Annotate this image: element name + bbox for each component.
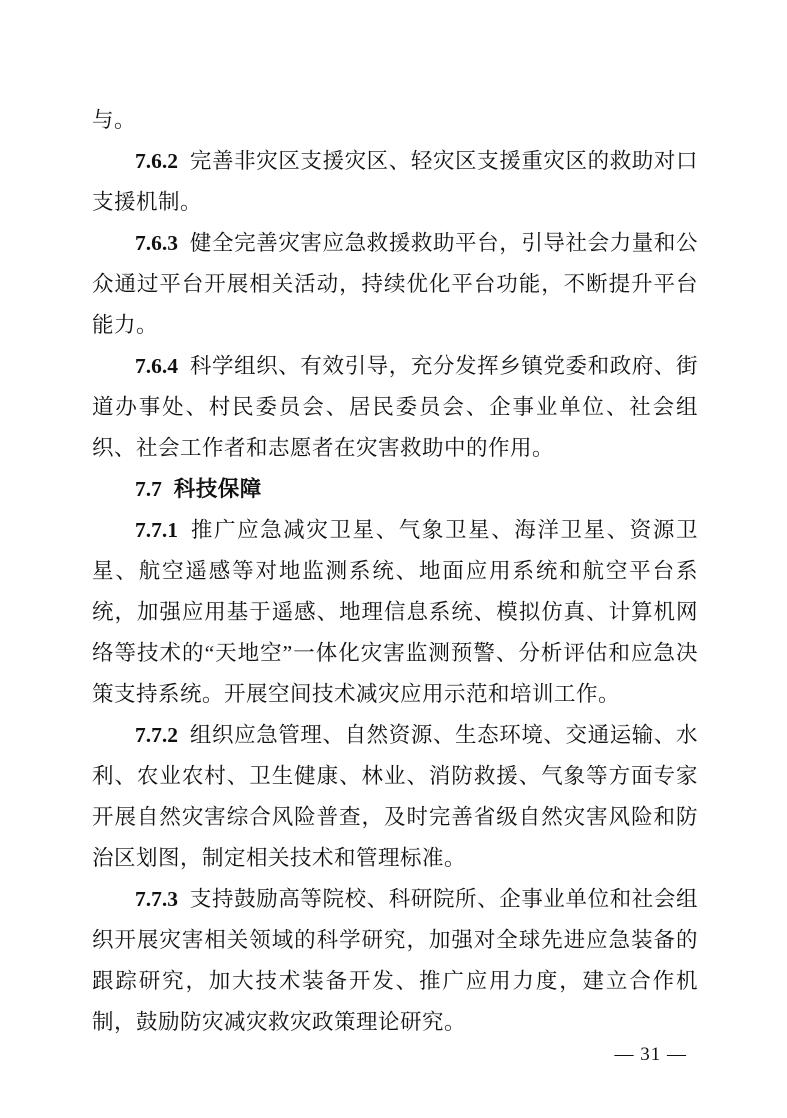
- section-number: 7.7.2: [135, 723, 178, 747]
- paragraph-text: 与。: [92, 108, 137, 132]
- paragraph-continuation: [92, 100, 698, 141]
- paragraph-7-7-3: [92, 879, 698, 1043]
- section-heading-7-7: [92, 469, 698, 510]
- section-number: 7.6.4: [135, 354, 178, 378]
- paragraph-7-6-3: [92, 223, 698, 346]
- paragraph-text: 健全完善灾害应急救援救助平台，引导社会力量和公众通过平台开展相关活动，持续优化平台功能，不断提升平台能力。: [92, 231, 698, 337]
- section-number: 7.7: [135, 477, 162, 501]
- document-body: [92, 100, 698, 1043]
- paragraph-7-6-2: [92, 141, 698, 223]
- paragraph-text: 科学组织、有效引导，充分发挥乡镇党委和政府、街道办事处、村民委员会、居民委员会、企事业单位、社会组织、社会工作者和志愿者在灾害救助中的作用。: [92, 354, 698, 460]
- section-number: 7.6.2: [135, 149, 178, 173]
- section-number: 7.6.3: [135, 231, 178, 255]
- paragraph-text: 组织应急管理、自然资源、生态环境、交通运输、水利、农业农村、卫生健康、林业、消防救援、气象等方面专家开展自然灾害综合风险普查，及时完善省级自然灾害风险和防治区划图，制定相关技术和管理标准。: [92, 723, 698, 870]
- page-footer: [615, 1044, 688, 1066]
- paragraph-text: 支持鼓励高等院校、科研院所、企事业单位和社会组织开展灾害相关领域的科学研究，加强对全球先进应急装备的跟踪研究，加大技术装备开发、推广应用力度，建立合作机制，鼓励防灾减灾救灾政策理论研究。: [92, 887, 698, 1034]
- paragraph-7-7-2: [92, 715, 698, 879]
- paragraph-7-6-4: [92, 346, 698, 469]
- section-number: 7.7.1: [135, 518, 178, 542]
- page-number: — 31 —: [614, 1044, 687, 1065]
- section-number: 7.7.3: [135, 887, 178, 911]
- paragraph-text: 推广应急减灾卫星、气象卫星、海洋卫星、资源卫星、航空遥感等对地监测系统、地面应用系统和航空平台系统，加强应用基于遥感、地理信息系统、模拟仿真、计算机网络等技术的“天地空”一体化灾害监测预警、分析评估和应急决策支持系统。开展空间技术减灾应用示范和培训工作。: [92, 518, 698, 706]
- section-heading-text: 科技保障: [173, 477, 262, 501]
- paragraph-7-7-1: [92, 510, 698, 715]
- paragraph-text: 完善非灾区支援灾区、轻灾区支援重灾区的救助对口支援机制。: [92, 149, 698, 214]
